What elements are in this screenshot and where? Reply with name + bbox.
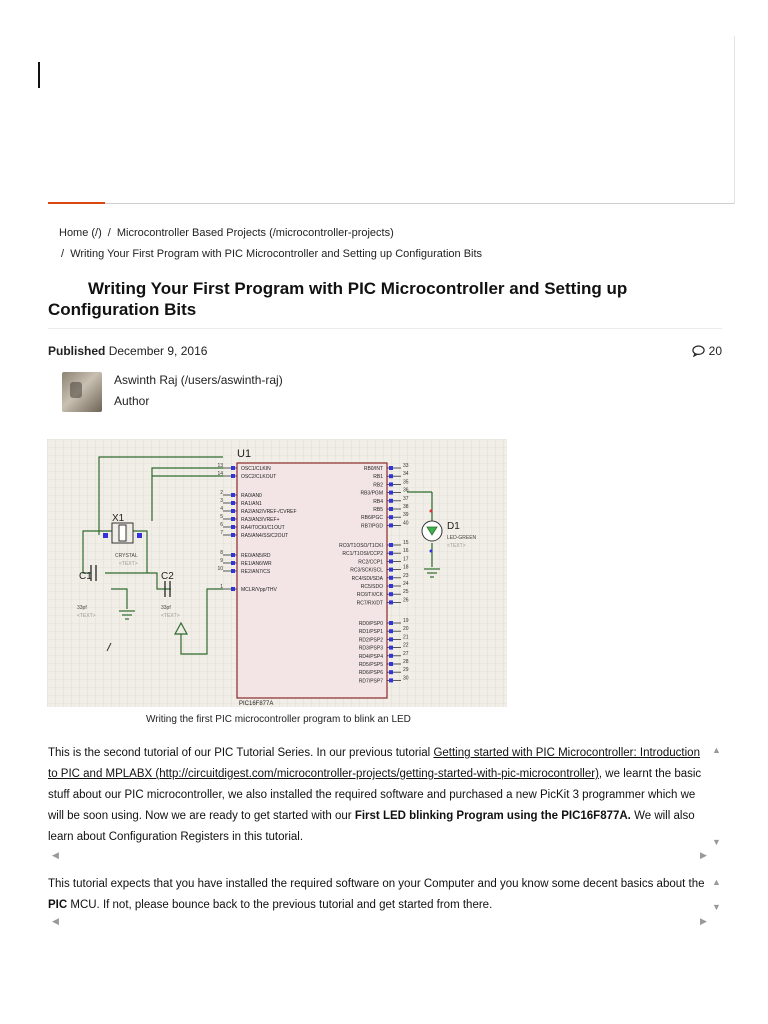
svg-text:1: 1: [220, 584, 223, 590]
crystal-text-tag: <TEXT>: [119, 561, 138, 567]
p2-text-a: This tutorial expects that you have installed the required software on your Computer and you know some decent basics about the: [48, 878, 705, 890]
avatar[interactable]: [62, 372, 102, 412]
svg-text:18: 18: [403, 564, 409, 571]
author-link[interactable]: Aswinth Raj (/users/aswinth-raj): [114, 373, 283, 387]
svg-text:13: 13: [217, 463, 223, 469]
svg-text:RD0/PSP0: RD0/PSP0: [358, 621, 383, 627]
svg-text:37: 37: [403, 495, 409, 502]
breadcrumb-separator: /: [61, 248, 65, 260]
svg-text:RD1/PSP1: RD1/PSP1: [358, 629, 383, 636]
breadcrumb: [59, 223, 482, 265]
svg-text:RA4/T0CKI/C1OUT: RA4/T0CKI/C1OUT: [241, 525, 285, 531]
svg-text:RB0/INT: RB0/INT: [363, 466, 383, 472]
svg-text:15: 15: [403, 540, 409, 546]
svg-text:RD3/PSP3: RD3/PSP3: [358, 645, 383, 652]
text-cursor: [38, 62, 40, 88]
svg-text:34: 34: [403, 471, 409, 478]
p1-hscrollbar[interactable]: [48, 850, 722, 860]
svg-text:RB2: RB2: [373, 482, 383, 489]
p1-text-c: We will also learn about Configuration Registers in this tutorial.: [48, 810, 695, 843]
header-divider: [48, 203, 734, 204]
svg-text:RC7/RX/DT: RC7/RX/DT: [356, 600, 383, 607]
published-date: December 9, 2016: [108, 344, 208, 358]
svg-text:RB6/PGC: RB6/PGC: [361, 515, 383, 522]
led-label: LED-GREEN: [447, 535, 477, 541]
d1-label: D1: [447, 521, 460, 532]
svg-text:6: 6: [220, 522, 223, 528]
svg-text:21: 21: [403, 634, 409, 641]
speech-bubble-icon: [692, 345, 705, 357]
c2-text-tag: <TEXT>: [161, 613, 180, 619]
p1-scroll-left[interactable]: ◀: [52, 850, 59, 860]
svg-text:OSC2/CLKOUT: OSC2/CLKOUT: [241, 474, 277, 480]
x1-label: X1: [112, 513, 125, 524]
header-area: [0, 36, 735, 204]
breadcrumb-separator: /: [107, 227, 111, 239]
svg-text:26: 26: [403, 597, 409, 604]
crystal-label: CRYSTAL: [115, 553, 138, 559]
breadcrumb-home-link[interactable]: Home (/): [59, 227, 102, 239]
svg-text:OSC1/CLKIN: OSC1/CLKIN: [241, 466, 271, 472]
author-role: Author: [114, 394, 150, 408]
svg-text:25: 25: [403, 589, 409, 596]
svg-text:5: 5: [220, 514, 223, 520]
svg-text:RE2/AN7/CS: RE2/AN7/CS: [241, 569, 271, 575]
svg-text:MCLR/Vpp/THV: MCLR/Vpp/THV: [241, 587, 277, 593]
svg-text:19: 19: [403, 618, 409, 624]
breadcrumb-current: Writing Your First Program with PIC Microcontroller and Setting up Configuration Bits: [70, 248, 483, 260]
c2-value: 33pf: [161, 605, 171, 611]
svg-text:RD4/PSP4: RD4/PSP4: [358, 653, 383, 660]
svg-text:7: 7: [220, 530, 223, 536]
svg-text:30: 30: [403, 675, 409, 682]
svg-text:RB1: RB1: [373, 474, 383, 481]
p1-scroll-up[interactable]: ▲: [712, 745, 721, 755]
svg-text:27: 27: [403, 650, 409, 657]
svg-text:36: 36: [403, 487, 409, 494]
title-divider: [48, 328, 722, 329]
svg-text:RC6/TX/CK: RC6/TX/CK: [356, 592, 383, 599]
author-block: [62, 372, 283, 412]
svg-text:RB5: RB5: [373, 507, 383, 513]
svg-text:23: 23: [403, 572, 409, 579]
led-text-tag: <TEXT>: [447, 543, 466, 549]
svg-text:RC1/T1OSI/CCP2: RC1/T1OSI/CCP2: [342, 551, 383, 558]
svg-text:24: 24: [403, 581, 409, 587]
svg-text:RD6/PSP6: RD6/PSP6: [358, 670, 383, 677]
c1-value: 33pf: [77, 605, 87, 611]
svg-text:28: 28: [403, 659, 409, 665]
svg-text:22: 22: [403, 642, 409, 649]
breadcrumb-parent-link[interactable]: Microcontroller Based Projects (/microcontroller-projects): [116, 227, 394, 239]
requirements-paragraph: [48, 874, 712, 916]
p2-scroll-right[interactable]: ▶: [700, 916, 707, 926]
svg-text:3: 3: [220, 498, 223, 504]
svg-text:RA3/AN3/VREF+: RA3/AN3/VREF+: [241, 517, 280, 523]
svg-text:RE1/AN6/WR: RE1/AN6/WR: [241, 561, 272, 567]
comments-count: 20: [708, 344, 722, 358]
svg-text:RD7/PSP7: RD7/PSP7: [358, 678, 383, 685]
svg-text:38: 38: [403, 504, 409, 510]
p2-text-b: MCU. If not, please bounce back to the previous tutorial and get started from there.: [67, 899, 493, 911]
svg-text:8: 8: [220, 550, 223, 556]
p1-scroll-right[interactable]: ▶: [700, 850, 707, 860]
chip-name: PIC16F877A: [239, 701, 274, 707]
svg-text:20: 20: [403, 626, 409, 633]
svg-text:33: 33: [403, 463, 409, 469]
svg-text:RC5/SDO: RC5/SDO: [360, 584, 383, 590]
svg-text:9: 9: [220, 558, 223, 564]
p2-hscrollbar[interactable]: [48, 916, 722, 926]
svg-text:RA2/AN2/VREF-/CVREF: RA2/AN2/VREF-/CVREF: [241, 509, 297, 515]
svg-text:RD5/PSP5: RD5/PSP5: [358, 662, 383, 668]
published-label: Published: [48, 344, 106, 358]
svg-text:RA5/AN4/SS/C2OUT: RA5/AN4/SS/C2OUT: [241, 533, 289, 539]
svg-text:RC2/CCP1: RC2/CCP1: [358, 559, 383, 566]
p2-bold: PIC: [48, 899, 68, 911]
p1-text-a: This is the second tutorial of our PIC Tutorial Series. In our previous tutorial: [48, 747, 434, 759]
previous-tutorial-link[interactable]: Getting started with PIC Microcontroller: Introduction to PIC and MPLABX (http://circuitdigest.com/microcontroller-projects/getting-started-with-pic-microcontroller): [48, 747, 700, 780]
c1-text-tag: <TEXT>: [77, 613, 96, 619]
svg-text:35: 35: [403, 479, 409, 486]
intro-paragraph: [48, 743, 712, 851]
svg-text:2: 2: [220, 490, 223, 496]
comments-link[interactable]: [692, 344, 722, 358]
svg-text:RC4/SDI/SDA: RC4/SDI/SDA: [351, 575, 383, 582]
header-accent-bar: [48, 202, 105, 204]
svg-text:14: 14: [217, 471, 223, 477]
svg-text:RC3/SCK/SCL: RC3/SCK/SCL: [350, 567, 383, 574]
svg-text:RB7/PGD: RB7/PGD: [361, 523, 383, 530]
figure-caption: Writing the first PIC microcontroller program to blink an LED: [146, 714, 411, 725]
published-info: [48, 344, 207, 358]
p2-scroll-down[interactable]: ▼: [712, 902, 721, 912]
svg-text:RA1/AN1: RA1/AN1: [241, 501, 262, 507]
p1-scroll-down[interactable]: ▼: [712, 837, 721, 847]
svg-text:40: 40: [403, 520, 409, 527]
svg-text:17: 17: [403, 556, 409, 563]
svg-text:RC0/T1OSO/T1CKI: RC0/T1OSO/T1CKI: [339, 543, 383, 549]
svg-text:10: 10: [217, 566, 223, 572]
p1-text-b: , we learnt the basic stuff about our PIC microcontroller, we also installed the required software and purchased a new PicKit 3 programmer which we will be soon using. Now we are ready to get started with our: [48, 768, 702, 822]
page-title: Writing Your First Program with PIC Microcontroller and Setting up Configuration Bits: [48, 279, 628, 319]
schematic-image: [47, 439, 507, 707]
svg-text:RD2/PSP2: RD2/PSP2: [358, 637, 383, 644]
p2-scroll-left[interactable]: ◀: [52, 916, 59, 926]
c2-label: C2: [161, 571, 174, 582]
c1-label: C1: [79, 571, 92, 582]
svg-text:RB3/PGM: RB3/PGM: [360, 490, 383, 497]
p2-scroll-up[interactable]: ▲: [712, 877, 721, 887]
svg-text:39: 39: [403, 512, 409, 519]
svg-text:RB4: RB4: [373, 498, 383, 505]
svg-text:RA0/AN0: RA0/AN0: [241, 493, 262, 499]
svg-text:16: 16: [403, 548, 409, 555]
svg-text:29: 29: [403, 667, 409, 674]
svg-text:RE0/AN5/RD: RE0/AN5/RD: [241, 553, 271, 559]
p1-bold: First LED blinking Program using the PIC16F877A.: [354, 810, 631, 822]
svg-text:4: 4: [220, 506, 223, 512]
u1-label: U1: [237, 448, 252, 460]
